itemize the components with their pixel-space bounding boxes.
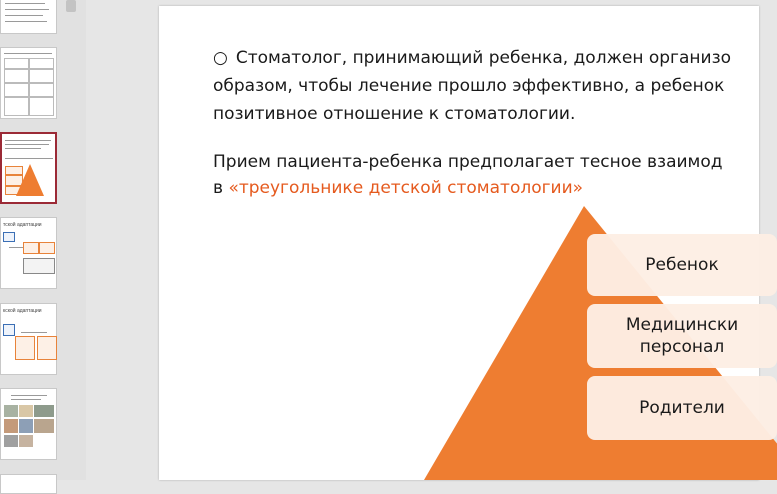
slide-thumbnail[interactable]	[0, 0, 57, 34]
tier-label: Ребенок	[645, 255, 719, 275]
thumbnail-scrollbar[interactable]	[64, 0, 78, 480]
pyramid-tier-medical-staff[interactable]	[587, 304, 777, 368]
slide-thumbnail-selected[interactable]	[0, 132, 57, 204]
pyramid-tier-parents[interactable]	[587, 376, 777, 440]
slide-editing-area	[86, 0, 739, 480]
thumbnail-title: тской адаптации	[3, 222, 42, 228]
slide-thumbnail[interactable]	[0, 474, 57, 494]
paragraph-text: Стоматолог, принимающий ребенка, должен организо	[235, 48, 732, 68]
paragraph-line[interactable]: образом, чтобы лечение прошло эффективно, а ребенок	[213, 76, 725, 96]
slide-canvas[interactable]	[159, 6, 759, 480]
thumbnail-scrollbar-thumb[interactable]	[66, 0, 76, 12]
pyramid-tier-child[interactable]	[587, 234, 777, 296]
slide-thumbnail-panel	[0, 0, 86, 480]
thumbnail-title: кской адаптации	[3, 308, 42, 314]
slide-thumbnail[interactable]	[0, 303, 57, 375]
slide-thumbnail[interactable]	[0, 217, 57, 289]
slide-thumbnail[interactable]	[0, 47, 57, 119]
bullet-circle-icon: ○	[213, 48, 228, 68]
paragraph-line[interactable]: Прием пациента-ребенка предполагает тесное взаимод	[213, 152, 723, 172]
slide-thumbnail[interactable]	[0, 388, 57, 460]
tier-label: Медицински персонал	[625, 315, 739, 357]
highlighted-phrase: «треугольнике детской стоматологии»	[228, 178, 584, 198]
paragraph-line[interactable]: позитивное отношение к стоматологии.	[213, 104, 576, 124]
tier-label: Родители	[639, 398, 725, 418]
paragraph-text: в	[213, 178, 229, 198]
